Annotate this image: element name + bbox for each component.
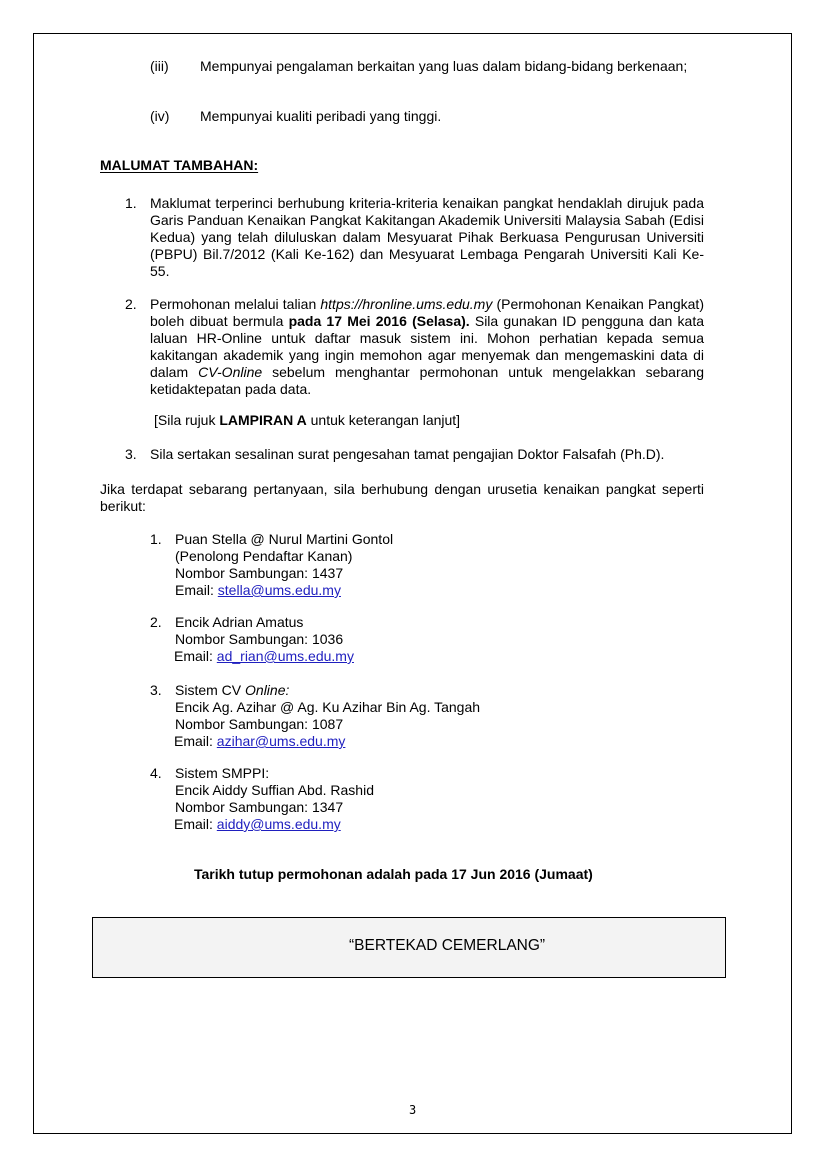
info-item-number: 1. — [125, 195, 137, 211]
text-segment: untuk keterangan lanjut] — [306, 412, 461, 428]
info-item-text: Sila sertakan sesalinan surat pengesahan tamat pengajian Doktor Falsafah (Ph.D). — [150, 446, 665, 462]
text-segment: [Sila rujuk — [154, 412, 220, 428]
motto-box — [92, 917, 726, 978]
page-number: 3 — [409, 1103, 417, 1117]
contact-extension: Nombor Sambungan: 1347 — [175, 799, 344, 815]
info-item-number: 2. — [125, 296, 137, 312]
criteria-label: (iii) — [150, 58, 169, 74]
motto-text: “BERTEKAD CEMERLANG” — [349, 937, 546, 954]
contact-extension: Nombor Sambungan: 1087 — [175, 716, 344, 732]
contact-extension: Nombor Sambungan: 1036 — [175, 631, 344, 647]
contact-number: 2. — [150, 614, 162, 630]
info-item-text — [150, 296, 704, 398]
email-link[interactable]: azihar@ums.edu.my — [216, 733, 346, 749]
contact-email-line — [174, 648, 354, 665]
contact-email-line — [175, 582, 393, 599]
info-item-text: Maklumat terperinci berhubung kriteria-kriteria kenaikan pangkat hendaklah dirujuk pada Garis Panduan Kenaikan Pangkat Kakitangan Akademik Universiti Malaysia Sabah (Edisi Kedua) yang telah diluluskan dalam Mesyuarat Pihak Berkuasa Pengurusan Universiti (PBPU) Bil.7/2012 (Kali Ke-162) dan Mesyuarat Lembaga Pengarah Universiti Kali Ke-55. — [150, 195, 704, 279]
email-label: Email: — [175, 582, 218, 598]
contact-name: Puan Stella @ Nurul Martini Gontol — [175, 531, 394, 547]
start-date: pada 17 Mei 2016 (Selasa). — [288, 313, 470, 329]
closing-date: Tarikh tutup permohonan adalah pada 17 Jun 2016 (Jumaat) — [194, 866, 593, 882]
inquiry-text: Jika terdapat sebarang pertanyaan, sila berhubung dengan urusetia kenaikan pangkat seperti berikut: — [100, 481, 704, 514]
lampiran-note — [154, 412, 460, 428]
contact-system: Sistem SMPPI: — [175, 765, 270, 781]
criteria-label: (iv) — [150, 108, 170, 124]
email-label: Email: — [174, 816, 217, 832]
contact-number: 1. — [150, 531, 162, 547]
criteria-text: Mempunyai kualiti peribadi yang tinggi. — [200, 108, 442, 124]
contact-name: Encik Ag. Azihar @ Ag. Ku Azihar Bin Ag. Tangah — [175, 699, 481, 715]
system-name-italic: Online: — [245, 682, 290, 698]
hronline-url-link[interactable]: https://hronline.ums.edu.my — [320, 296, 493, 312]
email-link[interactable]: stella@ums.edu.my — [217, 582, 341, 598]
text-segment: sebelum menghantar permohonan untuk mengelakkan sebarang ketidaktepatan pada data. — [150, 364, 704, 397]
criteria-text: Mempunyai pengalaman berkaitan yang luas dalam bidang-bidang berkenaan; — [200, 58, 688, 74]
email-label: Email: — [174, 733, 217, 749]
contact-number: 4. — [150, 765, 162, 781]
section-heading: MALUMAT TAMBAHAN: — [100, 157, 259, 173]
email-link[interactable]: aiddy@ums.edu.my — [216, 816, 341, 832]
contact-name: Encik Aiddy Suffian Abd. Rashid — [175, 782, 374, 798]
text-segment: (Permohonan Kenaikan Pangkat) boleh dibuat bermula — [150, 296, 704, 329]
contact-title: (Penolong Pendaftar Kanan) — [175, 548, 353, 564]
contact-number: 3. — [150, 682, 162, 698]
cv-online-term: CV-Online — [198, 364, 263, 380]
info-item-number: 3. — [125, 446, 137, 462]
contact-email-line — [174, 816, 374, 833]
lampiran-reference: LAMPIRAN A — [219, 412, 307, 428]
contact-system — [175, 682, 480, 699]
email-link[interactable]: ad_rian@ums.edu.my — [216, 648, 354, 664]
contact-name: Encik Adrian Amatus — [175, 614, 304, 630]
contact-email-line — [174, 733, 480, 750]
email-label: Email: — [174, 648, 217, 664]
contact-extension: Nombor Sambungan: 1437 — [175, 565, 344, 581]
text-segment: Permohonan melalui talian — [150, 296, 321, 312]
system-name: Sistem CV — [175, 682, 246, 698]
text-segment: Sila gunakan ID pengguna dan kata laluan HR-Online untuk daftar masuk sistem ini. Mohon perhatian kepada semua kakitangan akademik yang ingin memohon agar menyemak dan mengemaskini data di dalam — [150, 313, 704, 380]
